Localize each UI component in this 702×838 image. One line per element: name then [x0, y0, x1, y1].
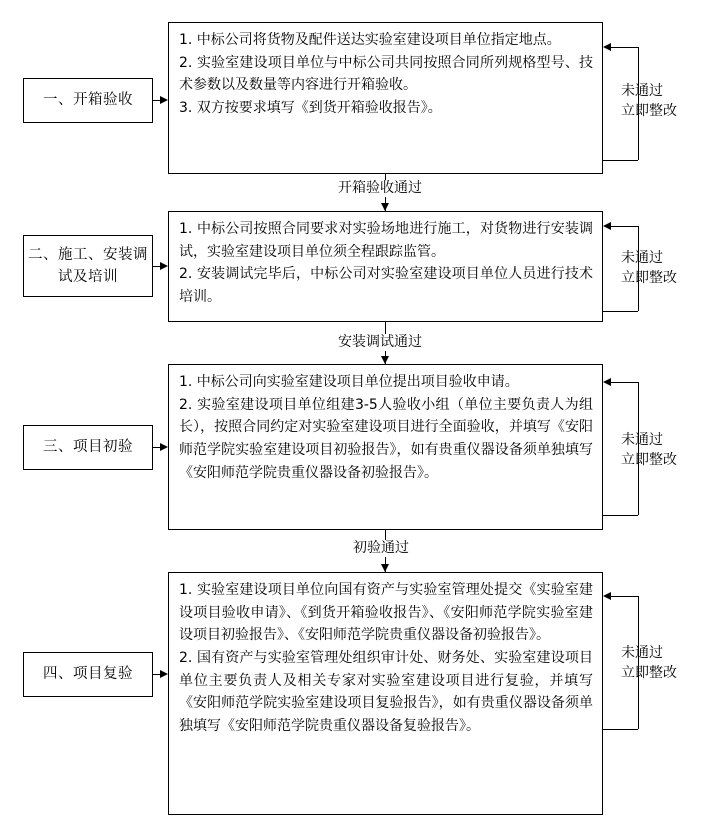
stage-3-item-2: 2. 实验室建设项目单位组建3-5人验收小组（单位主要负责人为组长），按照合同约定对实验室建设项目进行全面验收，并填写《安阳师范学院实验室建设项目初验报告》，如有贵重仪器设备须单独填写《安阳师范学院贵重仪器设备初验报告》。 — [179, 396, 593, 481]
stage-4-fail-arrow — [603, 592, 611, 600]
stage-3-pass-label: 初验通过 — [350, 540, 412, 557]
stage-4-body-box — [168, 572, 603, 815]
stage-4-fail-line-bottom — [603, 729, 638, 730]
stage-1-fail-label-line2: 立即整改 — [621, 103, 677, 120]
stage-3-body-box — [168, 364, 603, 530]
stage-4-fail-label-line1: 未通过 — [621, 645, 663, 661]
stage-2-pass-arrow — [381, 356, 389, 364]
stage-4-label-box — [23, 652, 153, 697]
stage-2-fail-line-bottom — [603, 311, 638, 312]
stage-4-label-text: 四、项目复验 — [43, 666, 133, 683]
stage-1-item-2: 2. 实验室建设项目单位与中标公司共同按照合同所列规格型号、技术参数以及数量等内容进行开箱验收。 — [179, 54, 593, 94]
stage-3-item-1: 1. 中标公司向实验室建设项目单位提出项目验收申请。 — [179, 374, 519, 390]
stage-3-pass-arrow — [381, 564, 389, 572]
stage-3-fail-label-line2: 立即整改 — [621, 452, 677, 469]
stage-2-fail-label-line2: 立即整改 — [621, 270, 677, 287]
stage-3-fail-arrow — [603, 378, 611, 386]
stage-2-label-text: 二、施工、安装调试及培训 — [28, 246, 148, 285]
stage-3-connector-arrow — [160, 443, 168, 451]
stage-1-label-box — [23, 78, 153, 123]
stage-1-connector-line — [153, 100, 160, 101]
stage-4-fail-line-top — [611, 596, 638, 597]
stage-2-label-box — [23, 235, 153, 297]
stage-3-fail-line-bottom — [603, 515, 638, 516]
stage-1-body-box — [168, 22, 603, 174]
stage-2-fail-line-top — [611, 226, 638, 227]
stage-4-item-2: 2. 国有资产与实验室管理处组织审计处、财务处、实验室建设项目单位主要负责人及相关专家对实验室建设项目进行复验，并填写《安阳师范学院实验室建设项目复验报告》，如有贵重仪器设备须单独填写《安阳师范学院贵重仪器设备复验报告》。 — [179, 650, 593, 735]
stage-2-fail-arrow — [603, 222, 611, 230]
stage-1-pass-arrow — [381, 203, 389, 211]
stage-3-fail-line-top — [611, 382, 638, 383]
stage-1-fail-arrow — [603, 43, 611, 51]
stage-4-connector-line — [153, 674, 160, 675]
stage-3-connector-line — [153, 447, 160, 448]
stage-1-pass-label: 开箱验收通过 — [335, 180, 425, 197]
stage-1-item-3: 3. 双方按要求填写《到货开箱验收报告》。 — [179, 100, 442, 117]
stage-4-fail-label — [621, 643, 677, 684]
stage-1-connector-arrow — [160, 96, 168, 104]
stage-2-fail-label — [621, 248, 677, 289]
stage-2-body-box — [168, 211, 603, 322]
stage-2-item-2: 2. 安装调试完毕后，中标公司对实验室建设项目单位人员进行技术培训。 — [179, 266, 593, 306]
stage-1-fail-line-bottom — [603, 160, 638, 161]
stage-2-fail-label-line1: 未通过 — [621, 250, 663, 266]
stage-3-fail-label-line1: 未通过 — [621, 432, 663, 448]
stage-4-connector-arrow — [160, 670, 168, 678]
stage-2-connector-arrow — [160, 262, 168, 270]
stage-3-fail-label — [621, 430, 677, 471]
stage-1-fail-label-line1: 未通过 — [621, 83, 663, 99]
stage-1-fail-line-top — [611, 47, 638, 48]
stage-3-label-box — [23, 425, 153, 470]
stage-1-item-1: 1. 中标公司将货物及配件送达实验室建设项目单位指定地点。 — [179, 32, 561, 48]
stage-3-label-text: 三、项目初验 — [43, 439, 133, 456]
stage-2-connector-line — [153, 266, 160, 267]
stage-1-fail-label — [621, 81, 677, 122]
stage-4-item-1: 1. 实验室建设项目单位向国有资产与实验室管理处提交《实验室建设项目验收申请》、《到货开箱验收报告》、《安阳师范学院实验室建设项目初验报告》、《安阳师范学院贵重仪器设备初验报告》。 — [179, 582, 593, 644]
stage-2-pass-label: 安装调试通过 — [335, 334, 425, 351]
stage-2-item-1: 1. 中标公司按照合同要求对实验场地进行施工，对货物进行安装调试，实验室建设项目单位须全程跟踪监管。 — [179, 221, 593, 260]
stage-4-fail-label-line2: 立即整改 — [621, 665, 677, 682]
stage-1-label-text: 一、开箱验收 — [43, 92, 133, 109]
